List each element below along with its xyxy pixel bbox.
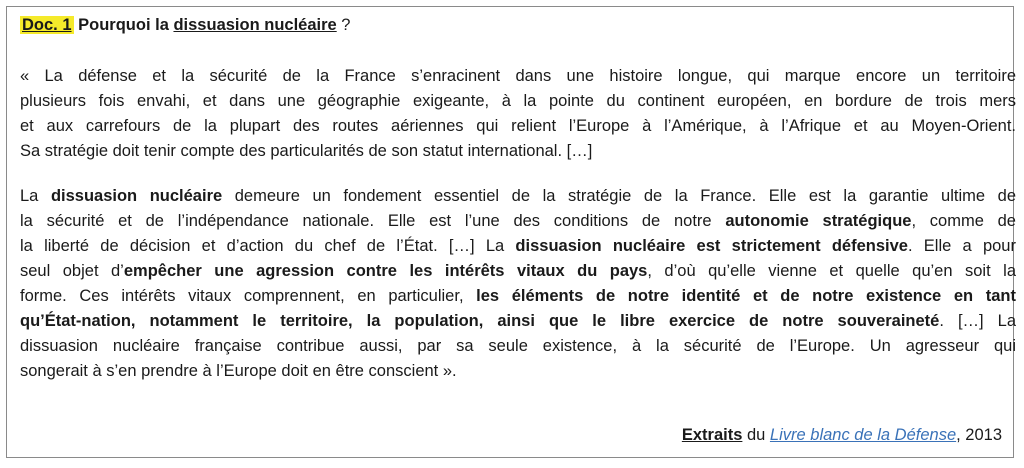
paragraph-2-line bbox=[20, 259, 1016, 284]
text: . […] La bbox=[939, 312, 1016, 330]
paragraph-1-line: Sa stratégie doit tenir compte des particularités de son statut international. […] bbox=[20, 142, 593, 160]
title-prefix: Pourquoi la bbox=[78, 16, 174, 34]
text: , comme de bbox=[911, 212, 1016, 230]
paragraph-2-line bbox=[20, 309, 1016, 334]
bold-text: autonomie stratégique bbox=[725, 212, 912, 230]
source-year: , 2013 bbox=[956, 426, 1002, 444]
source-book-link[interactable]: Livre blanc de la Défense bbox=[769, 426, 957, 444]
text: forme. Ces intérêts vitaux comprennent, en particulier, bbox=[20, 287, 477, 305]
paragraph-2-line: songerait à s’en prendre à l’Europe doit en être conscient ». bbox=[20, 362, 457, 380]
paragraph-1-line: et aux carrefours de la plupart des routes aériennes qui relient l’Europe à l’Amérique, à l’Afrique et au Moyen-Orient. bbox=[20, 117, 1016, 135]
source-citation bbox=[682, 426, 1002, 445]
text: demeure un fondement essentiel de la stratégie de la France. Elle est la garantie ultime de bbox=[222, 187, 1016, 205]
text: La bbox=[20, 187, 51, 205]
source-extraits: Extraits bbox=[681, 426, 743, 444]
paragraph-2-line bbox=[20, 234, 1016, 259]
paragraph-2-line bbox=[20, 284, 1016, 309]
bold-text: dissuasion nucléaire est strictement défensive bbox=[515, 237, 908, 255]
paragraph-2-line bbox=[20, 184, 1016, 209]
text: , d’où qu’elle vienne et quelle qu’en soit la bbox=[647, 262, 1016, 280]
text: seul objet d’ bbox=[20, 262, 124, 280]
bold-text: dissuasion nucléaire bbox=[50, 187, 223, 205]
text: . Elle a pour bbox=[907, 237, 1016, 255]
bold-text: les éléments de notre identité et de notre existence en tant bbox=[476, 287, 1016, 305]
paragraph-2 bbox=[20, 184, 1016, 384]
paragraph-2-line: dissuasion nucléaire française contribue aussi, par sa seule existence, à la sécurité de l’Europe. Un agresseur qui bbox=[20, 337, 1016, 355]
paragraph-1-line: « La défense et la sécurité de la France s’enracinent dans une histoire longue, qui marque encore un territoire bbox=[20, 67, 1016, 85]
paragraph-2-line bbox=[20, 209, 1016, 234]
document-title bbox=[20, 16, 350, 35]
bold-text: empêcher une agression contre les intérêts vitaux du pays bbox=[123, 262, 648, 280]
title-suffix: ? bbox=[336, 16, 351, 34]
text: la liberté de décision et d’action du chef de l’État. […] La bbox=[20, 237, 516, 255]
doc-label: Doc. 1 bbox=[22, 16, 72, 34]
paragraph-1-line: plusieurs fois envahi, et dans une géographie exigeante, à la pointe du continent européen, en bordure de trois mers bbox=[20, 92, 1016, 110]
paragraph-1 bbox=[20, 64, 1016, 164]
source-du: du bbox=[742, 426, 770, 444]
title-underlined: dissuasion nucléaire bbox=[173, 16, 337, 34]
text: la sécurité et de l’indépendance nationale. Elle est l’une des conditions de notre bbox=[20, 212, 726, 230]
bold-text: qu’État-nation, notamment le territoire, la population, ainsi que le libre exercice de notre souveraineté bbox=[20, 312, 940, 330]
